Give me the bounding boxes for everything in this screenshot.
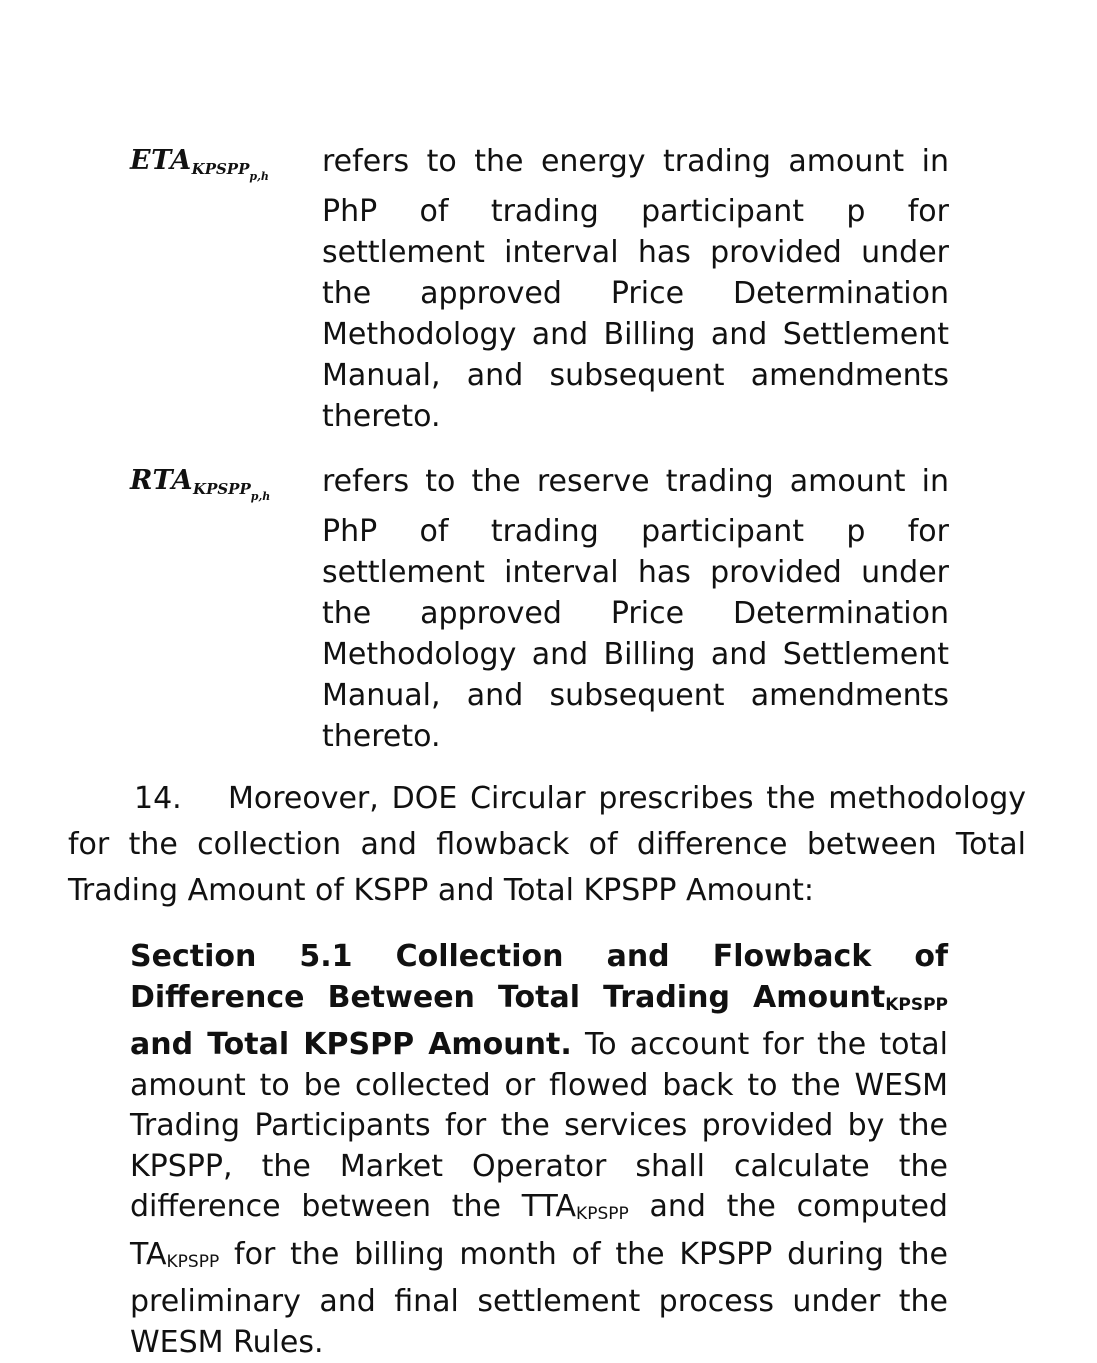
definition-body: PhP of trading participant p for settlement interval has provided under the approved Price Determination Methodology and Billing and Settlement Manual, and subsequent amendments thereto.: [322, 194, 949, 434]
definition-text: [322, 461, 949, 757]
term-base: RTA: [130, 465, 194, 496]
term-sub-subscript: p,h: [249, 170, 269, 183]
term-subscript: KPSPP: [193, 480, 251, 498]
section-body-2: and the computed TA: [130, 1189, 948, 1272]
term-base: ETA: [130, 145, 192, 176]
term-subscript: KPSPP: [191, 160, 250, 178]
section-body-1: To account for the total amount to be collected or flowed back to the WESM Trading Participants for the services provided by the KPSPP, the Market Operator shall calculate the difference between the TTA: [130, 1027, 948, 1224]
section-heading: Section 5.1 Collection and Flowback of: [130, 939, 948, 974]
section-subscript-2: KPSPP: [166, 1251, 220, 1272]
section-subscript-1: KPSPP: [576, 1204, 629, 1224]
paragraph-14: [68, 776, 1026, 914]
section-heading-continued: Difference Between Total Trading Amount: [130, 979, 886, 1015]
definition-body: PhP of trading participant p for settlement interval has provided under the approved Price Determination Methodology and Billing and Settlement Manual, and subsequent amendments thereto.: [322, 514, 949, 754]
definition-text: [322, 141, 949, 437]
paragraph-text: Moreover, DOE Circular prescribes the methodology for the collection and flowback of difference between Total Trading Amount of KSPP and Total KPSPP Amount:: [68, 781, 1026, 908]
paragraph-number: 14.: [134, 781, 182, 816]
definition-rta: [130, 461, 960, 761]
section-body-3: for the billing month of the KPSPP during the preliminary and final settlement process under the WESM Rules.: [130, 1236, 948, 1360]
term-sub-subscript: p,h: [250, 490, 271, 503]
section-5-1-quote: [130, 937, 948, 1363]
section-heading-end: and Total KPSPP Amount.: [130, 1027, 572, 1062]
definition-first-line: refers to the reserve trading amount in: [322, 464, 949, 499]
definition-term: [130, 465, 315, 503]
definition-eta: [130, 141, 960, 441]
definition-term: [130, 145, 315, 183]
definition-first-line: refers to the energy trading amount in: [322, 144, 949, 179]
section-heading-subscript: KPSPP: [885, 994, 948, 1015]
